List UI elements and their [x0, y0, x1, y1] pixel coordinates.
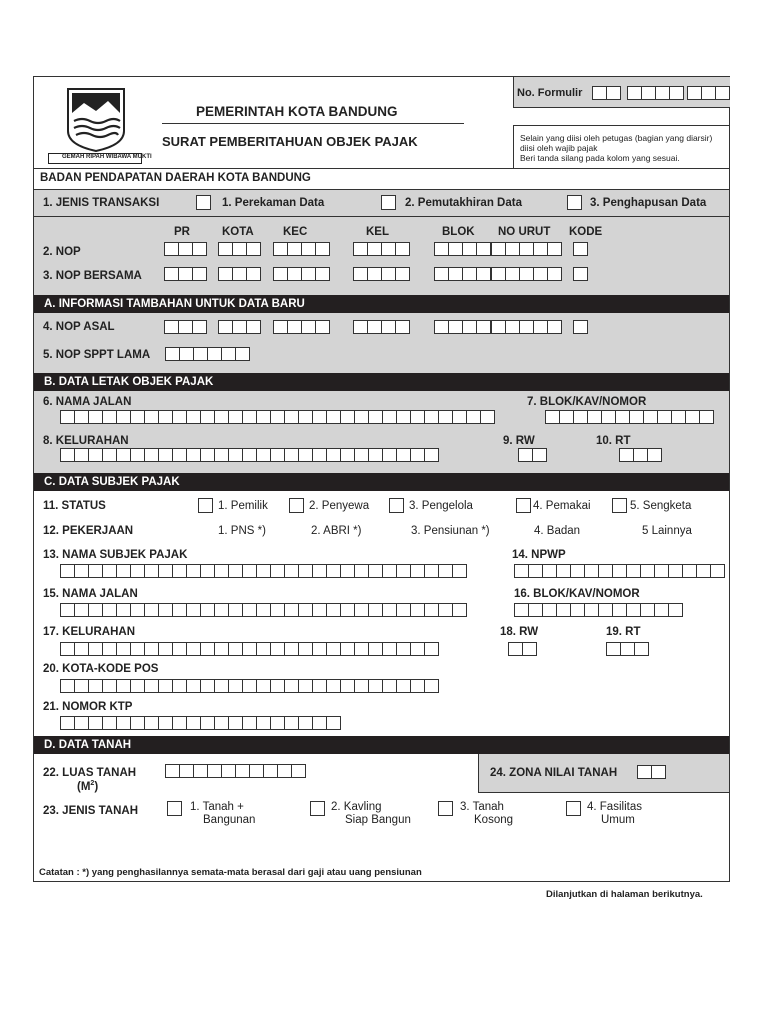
no-formulir-boxes-1[interactable] — [592, 86, 621, 100]
section-c-title: C. DATA SUBJEK PAJAK — [44, 476, 180, 488]
no-formulir-label: No. Formulir — [517, 87, 583, 99]
jenis-checkbox-2[interactable] — [310, 801, 325, 816]
catatan-note: Catatan : *) yang penghasilannya semata-mata berasal dari gaji atau uang pensiunan — [39, 867, 422, 878]
status-option-pengelola: 3. Pengelola — [409, 500, 473, 512]
nop-bersama-nourut-boxes[interactable] — [491, 267, 562, 281]
b-rw-label: 9. RW — [503, 435, 535, 447]
status-checkbox-pemilik[interactable] — [198, 498, 213, 513]
nop-asal-kota-boxes[interactable] — [218, 320, 261, 334]
c-blok-kav-label: 16. BLOK/KAV/NOMOR — [514, 588, 640, 600]
nop-col-kota: KOTA — [222, 226, 254, 238]
nop-pr-boxes[interactable] — [164, 242, 207, 256]
nop-sppt-lama-label: 5. NOP SPPT LAMA — [43, 349, 151, 361]
pekerjaan-option-lainnya: 5 Lainnya — [642, 525, 692, 537]
c-rt-boxes[interactable] — [606, 642, 649, 656]
section-a-title: A. INFORMASI TAMBAHAN UNTUK DATA BARU — [44, 298, 305, 310]
nama-subjek-boxes[interactable] — [60, 564, 467, 578]
c-rw-boxes[interactable] — [508, 642, 537, 656]
no-formulir-boxes-2[interactable] — [627, 86, 684, 100]
nop-blok-boxes[interactable] — [434, 242, 491, 256]
page-title: PEMERINTAH KOTA BANDUNG — [196, 104, 398, 119]
nop-nourut-boxes[interactable] — [491, 242, 562, 256]
status-checkbox-pengelola[interactable] — [389, 498, 404, 513]
c-blok-kav-boxes[interactable] — [514, 603, 683, 617]
section-d-header — [34, 736, 729, 754]
instruction-line-1: Selain yang diisi oleh petugas (bagian yang diarsir) — [520, 133, 713, 143]
nop-col-kel: KEL — [366, 226, 389, 238]
nop-bersama-kode-box[interactable] — [573, 267, 588, 281]
nop-bersama-kel-boxes[interactable] — [353, 267, 410, 281]
transaksi-option-1: 1. Perekaman Data — [222, 197, 325, 209]
c-kelurahan-label: 17. KELURAHAN — [43, 626, 136, 638]
transaksi-option-2: 2. Pemutakhiran Data — [405, 197, 522, 209]
nop-kel-boxes[interactable] — [353, 242, 410, 256]
divider — [34, 168, 729, 169]
continued-note: Dilanjutkan di halaman berikutnya. — [546, 889, 703, 900]
b-nama-jalan-boxes[interactable] — [60, 410, 495, 424]
nama-subjek-label: 13. NAMA SUBJEK PAJAK — [43, 549, 188, 561]
nop-col-nourut: NO URUT — [498, 226, 551, 238]
status-option-sengketa: 5. Sengketa — [630, 500, 692, 512]
pekerjaan-option-abri: 2. ABRI *) — [311, 525, 362, 537]
nop-bersama-label: 3. NOP BERSAMA — [43, 270, 142, 282]
nop-col-blok: BLOK — [442, 226, 475, 238]
status-option-penyewa: 2. Penyewa — [309, 500, 370, 512]
b-rw-boxes[interactable] — [518, 448, 547, 462]
no-formulir-boxes-3[interactable] — [687, 86, 730, 100]
b-blok-kav-boxes[interactable] — [545, 410, 714, 424]
npwp-label: 14. NPWP — [512, 549, 566, 561]
page-subtitle: SURAT PEMBERITAHUAN OBJEK PAJAK — [162, 134, 418, 149]
nop-bersama-kota-boxes[interactable] — [218, 267, 261, 281]
nop-bersama-blok-boxes[interactable] — [434, 267, 491, 281]
nop-kode-box[interactable] — [573, 242, 588, 256]
nop-asal-blok-boxes[interactable] — [434, 320, 491, 334]
transaksi-label: 1. JENIS TRANSAKSI — [43, 197, 160, 209]
nop-kota-boxes[interactable] — [218, 242, 261, 256]
status-checkbox-pemakai[interactable] — [516, 498, 531, 513]
b-kelurahan-boxes[interactable] — [60, 448, 439, 462]
instruction-line-2: diisi oleh wajib pajak — [520, 143, 598, 153]
jenis-checkbox-4[interactable] — [566, 801, 581, 816]
agency-name: BADAN PENDAPATAN DAERAH KOTA BANDUNG — [40, 172, 311, 184]
status-checkbox-penyewa[interactable] — [289, 498, 304, 513]
c-nama-jalan-boxes[interactable] — [60, 603, 467, 617]
transaksi-option-3: 3. Penghapusan Data — [590, 197, 707, 209]
b-rt-boxes[interactable] — [619, 448, 662, 462]
status-checkbox-sengketa[interactable] — [612, 498, 627, 513]
nop-asal-label: 4. NOP ASAL — [43, 321, 115, 333]
jenis-option-2-line2: Siap Bangun — [345, 814, 411, 826]
jenis-option-3-line2: Kosong — [474, 814, 514, 826]
status-label: 11. STATUS — [43, 500, 106, 512]
nop-col-kec: KEC — [283, 226, 308, 238]
transaksi-checkbox-2[interactable] — [381, 195, 396, 210]
nop-asal-nourut-boxes[interactable] — [491, 320, 562, 334]
jenis-option-4-line1: 4. Fasilitas — [587, 801, 642, 813]
jenis-checkbox-1[interactable] — [167, 801, 182, 816]
jenis-option-4-line2: Umum — [601, 814, 635, 826]
zona-boxes[interactable] — [637, 765, 666, 779]
instruction-line-3: Beri tanda silang pada kolom yang sesuai. — [520, 153, 680, 163]
nop-asal-kel-boxes[interactable] — [353, 320, 410, 334]
npwp-boxes[interactable] — [514, 564, 725, 578]
nop-kec-boxes[interactable] — [273, 242, 330, 256]
jenis-option-1-line1: 1. Tanah + — [190, 801, 244, 813]
city-logo — [62, 85, 130, 155]
section-d-title: D. DATA TANAH — [44, 739, 132, 751]
zona-label: 24. ZONA NILAI TANAH — [490, 767, 618, 779]
luas-unit: $(M^2)$ — [77, 780, 99, 793]
section-b-header — [34, 373, 729, 391]
logo-motto: GEMAH RIPAH WIBAWA MUKTI — [62, 154, 152, 160]
b-kelurahan-label: 8. KELURAHAN — [43, 435, 129, 447]
pekerjaan-label: 12. PEKERJAAN — [43, 525, 134, 537]
section-a-header — [34, 295, 729, 313]
transaksi-checkbox-3[interactable] — [567, 195, 582, 210]
nop-col-pr: PR — [174, 226, 190, 238]
nop-bersama-pr-boxes[interactable] — [164, 267, 207, 281]
jenis-option-1-line2: Bangunan — [203, 814, 256, 826]
nomor-ktp-label: 21. NOMOR KTP — [43, 701, 133, 713]
pekerjaan-option-badan: 4. Badan — [534, 525, 581, 537]
nop-label: 2. NOP — [43, 246, 81, 258]
b-blok-kav-label: 7. BLOK/KAV/NOMOR — [527, 396, 647, 408]
nop-asal-pr-boxes[interactable] — [164, 320, 207, 334]
status-option-pemakai: 4. Pemakai — [533, 500, 591, 512]
luas-tanah-label: 22. LUAS TANAH — [43, 767, 137, 779]
nomor-ktp-boxes[interactable] — [60, 716, 341, 730]
pekerjaan-option-pensiunan: 3. Pensiunan *) — [411, 525, 490, 537]
title-rule — [162, 123, 464, 124]
luas-tanah-boxes[interactable] — [165, 764, 306, 778]
header — [34, 77, 729, 168]
transaksi-checkbox-1[interactable] — [196, 195, 211, 210]
jenis-option-2-line1: 2. Kavling — [331, 801, 382, 813]
nop-asal-kode-box[interactable] — [573, 320, 588, 334]
jenis-option-3-line1: 3. Tanah — [460, 801, 504, 813]
jenis-tanah-label: 23. JENIS TANAH — [43, 805, 139, 817]
pekerjaan-option-pns: 1. PNS *) — [218, 525, 266, 537]
c-nama-jalan-label: 15. NAMA JALAN — [43, 588, 138, 600]
b-nama-jalan-label: 6. NAMA JALAN — [43, 396, 132, 408]
nop-col-kode: KODE — [569, 226, 603, 238]
section-c-header — [34, 473, 729, 491]
status-option-pemilik: 1. Pemilik — [218, 500, 268, 512]
nop-sppt-lama-boxes[interactable] — [165, 347, 250, 361]
kota-kode-pos-boxes[interactable] — [60, 679, 439, 693]
c-rw-label: 18. RW — [500, 626, 539, 638]
c-rt-label: 19. RT — [606, 626, 641, 638]
nop-bersama-kec-boxes[interactable] — [273, 267, 330, 281]
jenis-checkbox-3[interactable] — [438, 801, 453, 816]
nop-asal-kec-boxes[interactable] — [273, 320, 330, 334]
section-b-title: B. DATA LETAK OBJEK PAJAK — [44, 376, 214, 388]
c-kelurahan-boxes[interactable] — [60, 642, 439, 656]
kota-kode-pos-label: 20. KOTA-KODE POS — [43, 663, 159, 675]
b-rt-label: 10. RT — [596, 435, 631, 447]
